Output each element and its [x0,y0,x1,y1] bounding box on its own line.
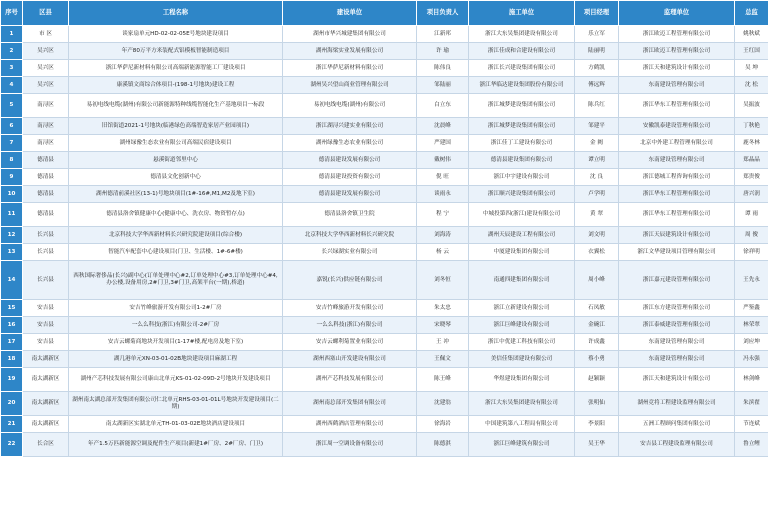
header-chief-supervisor: 总监 [735,1,768,26]
cell-project-lead: 沈晨峰 [417,118,469,135]
table-row [1,152,768,169]
header-district: 区县 [23,1,69,26]
cell-contractor: 中城投第四(浙江)建设有限公司 [469,203,575,227]
cell-supervisor-unit: 东南建设管理有限公司 [619,152,735,169]
cell-project-name: 湖几港单元XN-03-01-02B地块建设项目麻湖工程 [69,351,283,368]
cell-project-name: 一么么科技(浙江)有限公司-2#厂房 [69,317,283,334]
cell-no: 19 [1,368,23,392]
cell-project-manager: 许成鑫 [575,334,619,351]
cell-contractor: 浙江城梦建设集团有限公司 [469,94,575,118]
cell-builder: 湖州西鹤酒店管理有限公司 [283,416,417,433]
cell-contractor: 中国建筑第八工程局有限公司 [469,416,575,433]
cell-district: 吴兴区 [23,43,69,60]
cell-contractor: 浙江长兴建设集团有限公司 [469,60,575,77]
cell-district: 德清县 [23,169,69,186]
cell-project-lead: 王 冲 [417,334,469,351]
cell-project-name: 安吉云螺菊商地块开发项目(1-17#楼,配电房及地下室) [69,334,283,351]
cell-project-name: 湖州绿豫生态农业有限公司高端民宿建设项目 [69,135,283,152]
cell-project-lead: 谈雨永 [417,186,469,203]
cell-chief-supervisor: 吴 坤 [735,60,768,77]
cell-chief-supervisor: 鲁立鲤 [735,433,768,457]
cell-builder: 嘉锐(长兴)供应链有限公司 [283,261,417,300]
cell-contractor: 中厦建设集团有限公司 [469,244,575,261]
cell-chief-supervisor: 谭 雨 [735,203,768,227]
table-row [1,317,768,334]
cell-builder: 德清县洛舍镇卫生院 [283,203,417,227]
table-row [1,169,768,186]
cell-project-lead: 陈王峰 [417,368,469,392]
cell-chief-supervisor: 丁秋艳 [735,118,768,135]
cell-chief-supervisor: 鹿冬林 [735,135,768,152]
cell-chief-supervisor: 刘应坤 [735,334,768,351]
table-row [1,94,768,118]
cell-contractor: 浙江中优建工科技有限公司 [469,334,575,351]
cell-project-lead: 王佩文 [417,351,469,368]
cell-project-manager: 蔡小勇 [575,351,619,368]
cell-contractor: 华煜建设集团有限公司 [469,368,575,392]
table-row [1,203,768,227]
cell-project-name: 易初电线电缆(湖州)有限公司新能源特种线缆智能化生产基地项目一标段 [69,94,283,118]
cell-supervisor-unit: 浙江德城工程咨询有限公司 [619,169,735,186]
cell-project-name: 安吉竹峰旅游开发有限公司1-2#厂房 [69,300,283,317]
cell-project-manager: 卢学明 [575,186,619,203]
cell-project-lead: 朱太忠 [417,300,469,317]
cell-project-lead: 陈德淇 [417,433,469,457]
cell-project-manager: 刘文明 [575,227,619,244]
table-row [1,351,768,368]
table-row [1,186,768,203]
cell-project-lead: 严建国 [417,135,469,152]
table-row [1,118,768,135]
cell-contractor: 浙江顺兴建设集团有限公司 [469,186,575,203]
cell-project-manager: 衣翼松 [575,244,619,261]
cell-supervisor-unit: 湖州竞将工程建设监理有限公司 [619,392,735,416]
cell-project-name: 年产80万平方米装配式铝模板智能制造项目 [69,43,283,60]
cell-contractor: 浙江城梦建设集团有限公司 [469,118,575,135]
cell-project-name: 旧馆街道2021-1号地块(临港绿色高端智造家居产业园项目) [69,118,283,135]
cell-district: 南浔区 [23,135,69,152]
cell-chief-supervisor: 周 俊 [735,227,768,244]
cell-project-manager: 沈 良 [575,169,619,186]
cell-no: 7 [1,135,23,152]
table-row [1,300,768,317]
cell-project-manager: 金 阙 [575,135,619,152]
cell-no: 11 [1,203,23,227]
cell-no: 9 [1,169,23,186]
table-row [1,416,768,433]
cell-chief-supervisor: 唐兴润 [735,186,768,203]
cell-builder: 易初电线电缆(湖州)有限公司 [283,94,417,118]
cell-builder: 湖州产芯科技发展有限公司 [283,368,417,392]
table-row [1,77,768,94]
cell-no: 4 [1,77,23,94]
cell-contractor: 浙江华临达建设集团股份有限公司 [469,77,575,94]
cell-builder: 长兴绿湖实业有限公司 [283,244,417,261]
table-row [1,26,768,43]
cell-contractor: 浙江巨峰建筑有限公司 [469,433,575,457]
cell-builder: 湖州西塞山开发建设有限公司 [283,351,417,368]
cell-project-manager: 傅远辉 [575,77,619,94]
cell-builder: 德清县建设发展有限公司 [283,152,417,169]
cell-supervisor-unit: 东南建设管理有限公司 [619,351,735,368]
cell-builder: 湖州海梁实业发展有限公司 [283,43,417,60]
cell-supervisor-unit: 安吉县工程建设监理有限公司 [619,433,735,457]
cell-builder: 湖州南总部开发集团有限公司 [283,392,417,416]
cell-contractor: 美信佳集团建设有限公司 [469,351,575,368]
cell-district: 南太湖新区 [23,368,69,392]
header-row [1,1,768,26]
cell-district: 安吉县 [23,317,69,334]
cell-builder: 德清县建设投资有限公司 [283,169,417,186]
cell-supervisor-unit: 浙江欧迈工程管理有限公司 [619,43,735,60]
table-row [1,261,768,300]
cell-supervisor-unit: 浙江东方建设管理有限公司 [619,300,735,317]
cell-chief-supervisor: 郑晶晶 [735,152,768,169]
cell-chief-supervisor: 朱滨翟 [735,392,768,416]
cell-supervisor-unit: 浙江华东工程管理有限公司 [619,94,735,118]
cell-district: 市 区 [23,26,69,43]
cell-no: 8 [1,152,23,169]
cell-project-lead: 沈建翁 [417,392,469,416]
cell-supervisor-unit: 浙江天和建筑设计有限公司 [619,368,735,392]
cell-chief-supervisor: 林剑峰 [735,368,768,392]
cell-no: 13 [1,244,23,261]
cell-district: 南浔区 [23,94,69,118]
cell-builder: 一么么科技(浙江)有限公司 [283,317,417,334]
cell-district: 安吉县 [23,300,69,317]
cell-supervisor-unit: 浙江泰威建设管理有限公司 [619,317,735,334]
cell-project-lead: 杨 云 [417,244,469,261]
header-project-manager: 项目经理 [575,1,619,26]
cell-supervisor-unit: 浙江嘉元建设管理有限公司 [619,261,735,300]
cell-builder: 湖州市华兴城建集团有限公司 [283,26,417,43]
cell-chief-supervisor: 严鉴鑫 [735,300,768,317]
cell-chief-supervisor: 郑贵俊 [735,169,768,186]
header-supervisor-unit: 监理单位 [619,1,735,26]
cell-chief-supervisor: 姚秋斌 [735,26,768,43]
cell-project-name: 德清县文化创新中心 [69,169,283,186]
cell-project-manager: 谭立明 [575,152,619,169]
cell-no: 20 [1,392,23,416]
cell-project-lead: 许 瑜 [417,43,469,60]
cell-no: 1 [1,26,23,43]
cell-supervisor-unit: 浙江文华建设项目管理有限公司 [619,244,735,261]
cell-chief-supervisor: 冯永强 [735,351,768,368]
table-row [1,60,768,77]
cell-project-name: 悬溪街道邻里中心 [69,152,283,169]
cell-builder: 湖州吴兴望山商业管理有限公司 [283,77,417,94]
cell-project-name: 北京科技大学华西新材料长兴研究院建设项目(综合楼) [69,227,283,244]
cell-project-name: 谈家扇单元HD-02-02-05E号地块建设项目 [69,26,283,43]
cell-project-name: 智能汽车配套中心建设项目(门卫、生活楼、1#-6#楼) [69,244,283,261]
cell-district: 德清县 [23,203,69,227]
cell-project-lead: 刘海涛 [417,227,469,244]
cell-project-lead: 徐海岩 [417,416,469,433]
cell-contractor: 南通四建集团有限公司 [469,261,575,300]
cell-supervisor-unit: 浙江天辰建筑设计有限公司 [619,227,735,244]
cell-project-manager: 乐立军 [575,26,619,43]
cell-district: 南太湖新区 [23,392,69,416]
cell-contractor: 浙江中宇建设有限公司 [469,169,575,186]
cell-contractor: 德清县建设集团有限公司 [469,152,575,169]
cell-district: 安吉县 [23,334,69,351]
table-row [1,244,768,261]
cell-contractor: 湖州天辰建设工程有限公司 [469,227,575,244]
table-row [1,135,768,152]
cell-supervisor-unit: 东南建设管理有限公司 [619,334,735,351]
cell-contractor: 浙江大东吴集团建设有限公司 [469,392,575,416]
cell-contractor: 浙江佳成和合建设有限公司 [469,43,575,60]
table-row [1,227,768,244]
cell-district: 长兴县 [23,227,69,244]
cell-supervisor-unit: 安徽凯泰建设管理有限公司 [619,118,735,135]
cell-builder: 浙江湖浔兴建实业有限公司 [283,118,417,135]
cell-district: 南浔区 [23,118,69,135]
cell-no: 22 [1,433,23,457]
cell-no: 16 [1,317,23,334]
cell-project-lead: 陈伟良 [417,60,469,77]
header-project-lead: 项目负责人 [417,1,469,26]
cell-contractor: 浙江巨峰建设有限公司 [469,317,575,334]
cell-supervisor-unit: 五洲工程顾问集团有限公司 [619,416,735,433]
cell-project-name: 西秋国际奢侈品(长兴)副中心(订单处理中心#2,订单处理中心#3,订单处理中心#4,办公楼,设备用房,2#门卫,3#门卫,高架平台(一期),桥道) [69,261,283,300]
cell-project-manager: 陆丽明 [575,43,619,60]
cell-project-lead: 程 宁 [417,203,469,227]
cell-project-manager: 张明仙 [575,392,619,416]
cell-chief-supervisor: 王红国 [735,43,768,60]
cell-no: 3 [1,60,23,77]
cell-builder: 浙江华萨尼新材料有限公司 [283,60,417,77]
cell-supervisor-unit: 浙江华东工程管理有限公司 [619,186,735,203]
cell-project-name: 南太湖新区实湖北单元TH-01-03-02E地块酒店建设项目 [69,416,283,433]
cell-project-manager: 金碗江 [575,317,619,334]
cell-project-lead: 戴树伟 [417,152,469,169]
cell-project-lead: 刘冬恒 [417,261,469,300]
cell-contractor: 浙江大东吴集团建设有限公司 [469,26,575,43]
cell-supervisor-unit: 浙江天和建筑设计有限公司 [619,60,735,77]
table-row [1,334,768,351]
header-contractor: 施工单位 [469,1,575,26]
cell-builder: 浙江周一空调设备有限公司 [283,433,417,457]
header-no: 序号 [1,1,23,26]
cell-project-manager: 石凤敏 [575,300,619,317]
cell-project-lead: 江新邦 [417,26,469,43]
cell-project-manager: 邹建平 [575,118,619,135]
cell-no: 15 [1,300,23,317]
cell-supervisor-unit: 浙江华东工程管理有限公司 [619,203,735,227]
cell-project-name: 德清县洛舍镇健康中心(健康中心、洗衣房、物资暂存点) [69,203,283,227]
cell-builder: 湖州绿豫生态农业有限公司 [283,135,417,152]
cell-project-name: 浙江华萨尼新材料有限公司高端新能源智能工厂建设项目 [69,60,283,77]
cell-project-manager: 李景阳 [575,416,619,433]
cell-district: 长合区 [23,433,69,457]
cell-project-manager: 周小峰 [575,261,619,300]
cell-project-name: 湖州产芯科技发展有限公司康山北单元KS-01-02-09D-2号地块开发建设项目 [69,368,283,392]
cell-chief-supervisor: 沈 松 [735,77,768,94]
cell-district: 南太湖新区 [23,416,69,433]
table-row [1,368,768,392]
cell-project-manager: 赵颖颖 [575,368,619,392]
cell-contractor: 浙江立新建设有限公司 [469,300,575,317]
cell-supervisor-unit: 东南建设管理有限公司 [619,77,735,94]
table-row [1,433,768,457]
cell-no: 17 [1,334,23,351]
cell-project-manager: 陈兵红 [575,94,619,118]
cell-no: 10 [1,186,23,203]
cell-project-lead: 白立东 [417,94,469,118]
cell-no: 5 [1,94,23,118]
cell-district: 南太湖新区 [23,351,69,368]
cell-project-manager: 吴王华 [575,433,619,457]
cell-chief-supervisor: 林荣翠 [735,317,768,334]
cell-no: 21 [1,416,23,433]
table-row [1,43,768,60]
cell-contractor: 浙江佳丁工建设有限公司 [469,135,575,152]
cell-builder: 安吉云螺利菊置业有限公司 [283,334,417,351]
cell-builder: 安吉竹峰旅游开发有限公司 [283,300,417,317]
cell-project-manager: 方鹤凯 [575,60,619,77]
cell-no: 2 [1,43,23,60]
header-project-name: 工程名称 [69,1,283,26]
cell-no: 6 [1,118,23,135]
cell-project-name: 年产1.5万匹新能源空调及配件生产项目(新建1#厂房、2#厂房、门卫) [69,433,283,457]
cell-district: 德清县 [23,186,69,203]
cell-district: 长兴县 [23,244,69,261]
cell-supervisor-unit: 浙江欧迈工程管理有限公司 [619,26,735,43]
header-builder: 建设单位 [283,1,417,26]
cell-project-lead: 倪 旺 [417,169,469,186]
cell-chief-supervisor: 节连斌 [735,416,768,433]
cell-supervisor-unit: 北京中外建工程管理有限公司 [619,135,735,152]
cell-builder: 德清县建设发展有限公司 [283,186,417,203]
cell-district: 吴兴区 [23,77,69,94]
cell-district: 德清县 [23,152,69,169]
cell-chief-supervisor: 徐祥明 [735,244,768,261]
cell-project-name: 湖州德清前溪社区(13-1)号地块项目(1#-16#,M1,M2及地下室) [69,186,283,203]
cell-chief-supervisor: 吴振波 [735,94,768,118]
cell-project-name: 康溪镇文商综合体项目-(198-1号地块)建设工程 [69,77,283,94]
cell-no: 18 [1,351,23,368]
cell-district: 吴兴区 [23,60,69,77]
cell-no: 12 [1,227,23,244]
cell-project-lead: 宋晓琴 [417,317,469,334]
cell-project-lead: 邹陆丽 [417,77,469,94]
table-row [1,392,768,416]
cell-district: 长兴县 [23,261,69,300]
cell-project-name: 湖州南太湖总部开发集团有限公司仁北单元RHS-03-01-01L号地块开发建设项目(二期) [69,392,283,416]
cell-project-manager: 黄 翠 [575,203,619,227]
cell-chief-supervisor: 王先永 [735,261,768,300]
cell-builder: 北京科技大学华西新材料长兴研究院 [283,227,417,244]
cell-no: 14 [1,261,23,300]
